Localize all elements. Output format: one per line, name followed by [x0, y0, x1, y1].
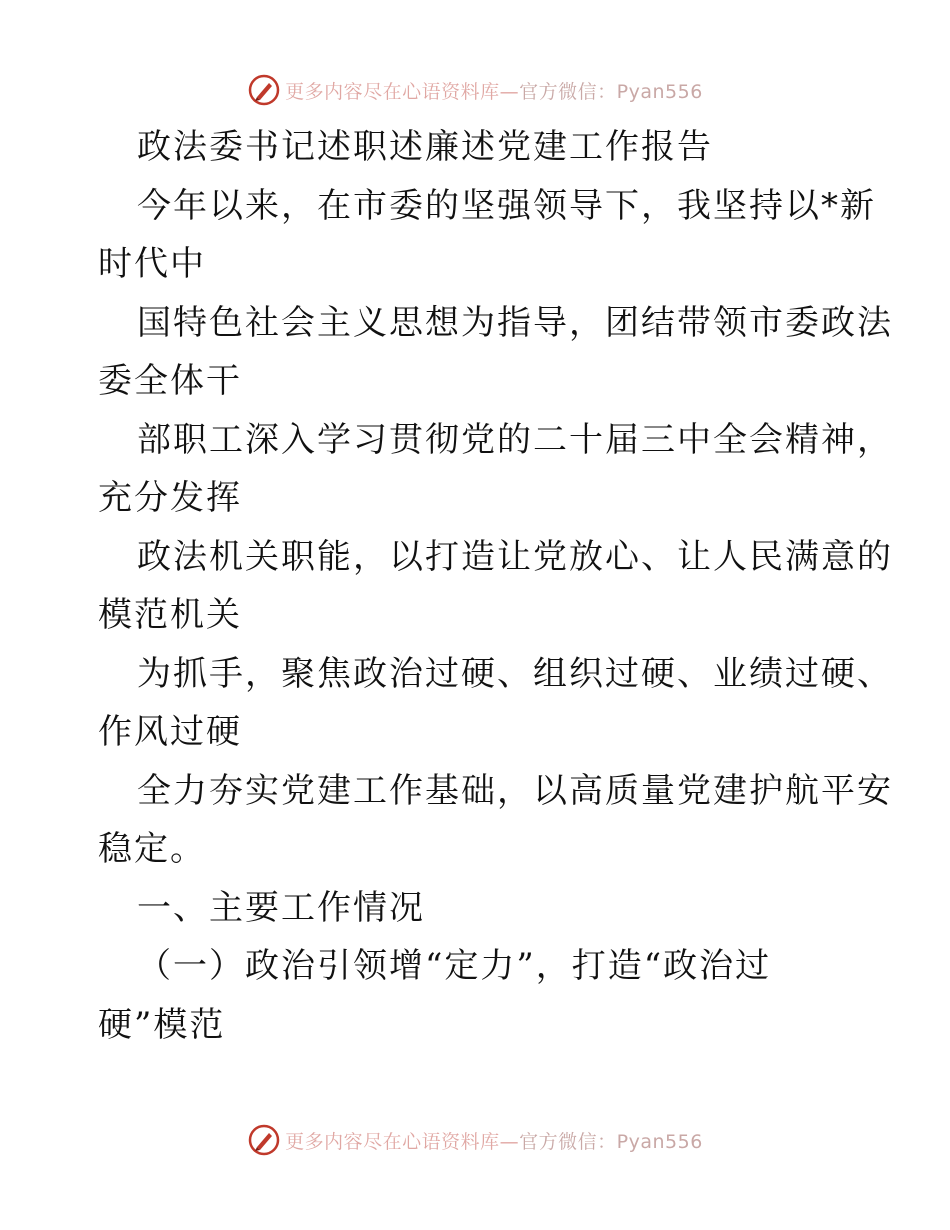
paragraph-line: 国特色社会主义思想为指导，团结带领市委政法 — [137, 302, 893, 343]
footer-watermark — [0, 1120, 950, 1160]
paragraph-line: （一）政治引领增“定力”，打造“政治过 — [137, 946, 772, 986]
paragraph-line: 作风过硬 — [98, 712, 242, 752]
paragraph-line: 硬”模范 — [98, 1004, 226, 1045]
paragraph-line: 委全体干 — [98, 361, 242, 401]
watermark-text: 更多内容尽在心语资料库—官方微信：Pyan556 — [285, 1130, 703, 1153]
header-watermark — [0, 70, 950, 110]
paragraph-line: 模范机关 — [98, 595, 242, 635]
paragraph-line: 全力夯实党建工作基础，以高质量党建护航平安 — [137, 770, 893, 811]
watermark-text: 更多内容尽在心语资料库—官方微信：Pyan556 — [285, 80, 703, 103]
pen-logo-icon — [247, 73, 281, 107]
paragraph-line: 部职工深入学习贯彻党的二十届三中全会精神， — [137, 419, 893, 460]
document-title: 政法委书记述职述廉述党建工作报告 — [137, 127, 713, 167]
paragraph-line: 为抓手，聚焦政治过硬、组织过硬、业绩过硬、 — [137, 653, 893, 694]
paragraph-line: 今年以来，在市委的坚强领导下，我坚持以*新 — [137, 185, 876, 226]
paragraph-line: 一、主要工作情况 — [137, 887, 425, 928]
pen-logo-icon — [247, 1123, 281, 1157]
paragraph-line: 时代中 — [98, 244, 206, 284]
paragraph-line: 稳定。 — [98, 829, 206, 869]
document-body — [98, 118, 893, 1054]
paragraph-line: 政法机关职能，以打造让党放心、让人民满意的 — [137, 536, 893, 577]
paragraph-line: 充分发挥 — [98, 478, 242, 518]
